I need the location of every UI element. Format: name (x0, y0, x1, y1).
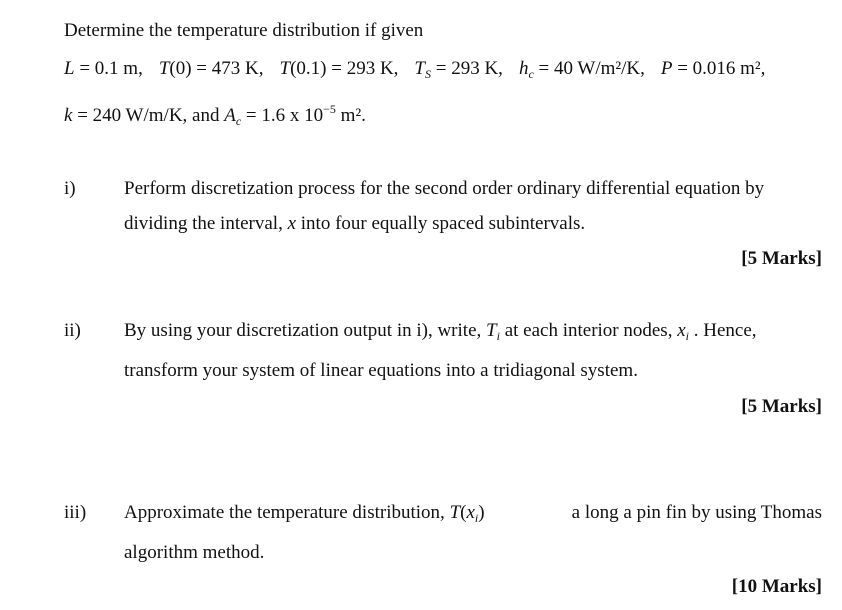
question-2-variable-T: T (486, 320, 497, 341)
given-values-line-2 (64, 102, 366, 129)
question-2-marks: [5 Marks] (741, 396, 822, 417)
given-values-line-1 (64, 58, 765, 82)
question-3-variable-x: x (466, 502, 475, 523)
Ac-symbol: A (224, 105, 236, 126)
L-symbol: L (64, 58, 75, 79)
question-2-line-2: transform your system of linear equations into a tridiagonal system. (124, 360, 638, 381)
Ac-unit: m². (335, 105, 366, 126)
k-symbol: k (64, 105, 73, 126)
question-1-label: i) (64, 178, 76, 199)
hc-subscript: c (528, 67, 534, 81)
question-2-variable-x: x (677, 320, 686, 341)
Ts-symbol: T (414, 58, 425, 79)
hc-symbol: h (518, 58, 529, 79)
question-2-subscript-i-2: i (685, 329, 689, 343)
Ts-value: = 293 K, (431, 58, 503, 79)
T01-symbol: T (279, 58, 291, 79)
question-2-text-c: . Hence, (688, 320, 757, 341)
question-1-line-2 (124, 213, 585, 235)
question-3-subscript-i: i (474, 511, 479, 525)
question-1-marks: [5 Marks] (741, 248, 822, 269)
P-symbol: P (660, 58, 673, 79)
question-3-text-b: a long a pin fin by using Thomas (571, 502, 822, 523)
question-3-paren-close: ) (478, 502, 485, 523)
T01-value: (0.1) = 293 K, (290, 58, 399, 79)
question-1-variable-x: x (287, 213, 297, 234)
question-1-text-a: dividing the interval, (124, 213, 288, 234)
question-3-line-2: algorithm method. (124, 542, 265, 563)
question-2-label: ii) (64, 320, 81, 341)
P-value: = 0.016 m², (672, 58, 766, 79)
question-3-paren-open: ( (460, 502, 467, 523)
Ac-subscript: c (235, 114, 242, 128)
problem-heading: Determine the temperature distribution if given (64, 20, 424, 41)
hc-value: = 40 W/m²/K, (533, 58, 645, 79)
question-2-line-1 (124, 320, 757, 344)
Ts-subscript: S (425, 67, 431, 81)
question-3-line-1 (124, 502, 822, 526)
question-2-text-a: By using your discretization output in i), write, (124, 320, 487, 341)
question-3-text-a-group (124, 502, 485, 526)
question-1-text-b: into four equally spaced subintervals. (296, 213, 586, 234)
question-2-text-b: at each interior nodes, (499, 320, 678, 341)
L-value: = 0.1 m, (74, 58, 143, 79)
T0-symbol: T (158, 58, 170, 79)
question-2-subscript-i: i (496, 329, 500, 343)
Ac-exponent: −5 (323, 102, 336, 116)
question-3-marks: [10 Marks] (731, 576, 822, 597)
question-3-text-a: Approximate the temperature distribution, (124, 502, 450, 523)
k-value: = 240 W/m/K, and (72, 105, 225, 126)
question-1-line-1: Perform discretization process for the second order ordinary differential equation by (124, 178, 765, 199)
question-3-label: iii) (64, 502, 87, 523)
question-3-variable-T: T (449, 502, 461, 523)
T0-value: (0) = 473 K, (169, 58, 264, 79)
Ac-value: = 1.6 x 10 (241, 105, 324, 126)
